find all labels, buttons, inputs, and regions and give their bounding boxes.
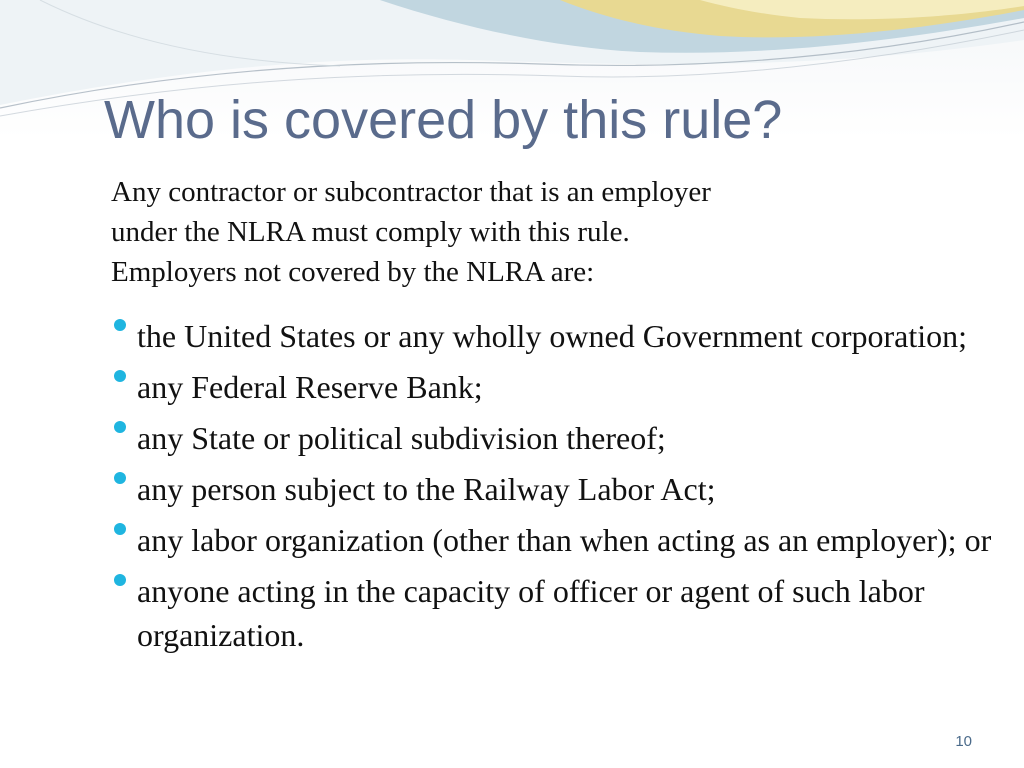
bullet-dot-icon	[114, 574, 126, 586]
list-item	[112, 314, 992, 358]
intro-line: Employers not covered by the NLRA are:	[111, 256, 595, 288]
bullet-dot-icon	[114, 421, 126, 433]
bullet-dot-icon	[114, 319, 126, 331]
bullet-dot-icon	[114, 472, 126, 484]
intro-paragraph	[111, 172, 911, 292]
list-item-text: anyone acting in the capacity of officer or agent of such labor organization.	[137, 573, 925, 653]
list-item-text: the United States or any wholly owned Government corporation;	[137, 318, 968, 354]
list-item	[112, 467, 992, 511]
slide-title: Who is covered by this rule?	[104, 90, 783, 150]
list-item	[112, 416, 992, 460]
bullet-dot-icon	[114, 370, 126, 382]
bullet-dot-icon	[114, 523, 126, 535]
page-number: 10	[955, 733, 972, 750]
list-item-text: any Federal Reserve Bank;	[137, 369, 483, 405]
intro-line: under the NLRA must comply with this rule.	[111, 216, 630, 248]
exemption-list	[112, 314, 992, 664]
list-item	[112, 518, 992, 562]
list-item	[112, 569, 992, 657]
intro-line: Any contractor or subcontractor that is an employer	[111, 176, 711, 208]
list-item-text: any person subject to the Railway Labor Act;	[137, 471, 716, 507]
list-item	[112, 365, 992, 409]
list-item-text: any labor organization (other than when acting as an employer); or	[137, 522, 992, 558]
list-item-text: any State or political subdivision thereof;	[137, 420, 666, 456]
